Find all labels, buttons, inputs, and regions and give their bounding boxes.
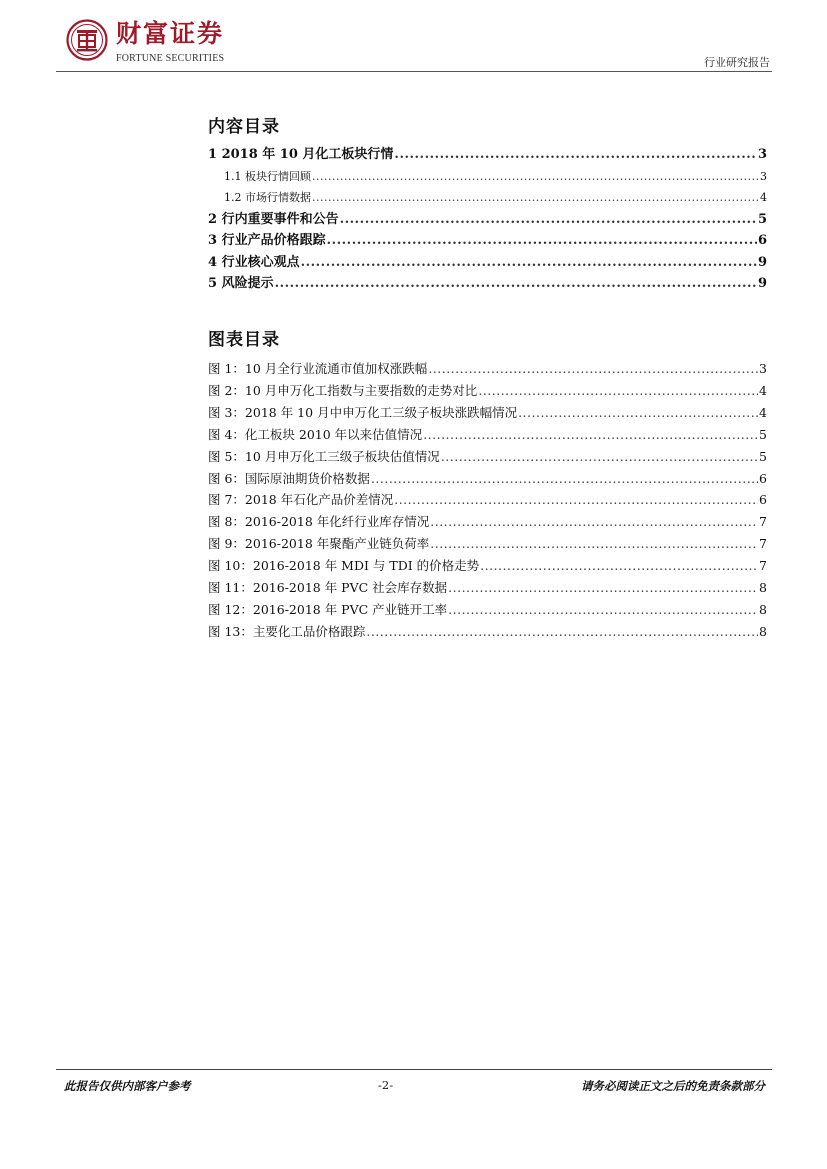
toc-entry-label: 4 行业核心观点 xyxy=(208,255,300,270)
figure-entry-page: 8 xyxy=(759,624,767,639)
leader-dots xyxy=(441,448,758,465)
figure-entry-label: 图 10：2016-2018 年 MDI 与 TDI 的价格走势 xyxy=(208,558,480,573)
figure-entry[interactable] xyxy=(208,448,767,465)
leader-dots xyxy=(312,189,759,206)
figure-entry-label: 图 12：2016-2018 年 PVC 产业链开工率 xyxy=(208,602,448,617)
figure-entry[interactable] xyxy=(208,557,767,574)
figure-entry-page: 4 xyxy=(759,383,767,398)
leader-dots xyxy=(448,579,758,596)
leader-dots xyxy=(366,623,758,640)
leader-dots xyxy=(480,557,758,574)
figure-entry-page: 7 xyxy=(759,536,767,551)
leader-dots xyxy=(518,404,758,421)
toc-entry[interactable] xyxy=(224,189,767,206)
toc-entry-page: 3 xyxy=(757,147,767,162)
figure-entry-label: 图 2：10 月申万化工指数与主要指数的走势对比 xyxy=(208,383,478,398)
toc-entry-page: 9 xyxy=(757,276,767,291)
figures-heading: 图表目录 xyxy=(208,330,280,350)
leader-dots xyxy=(448,601,758,618)
leader-dots xyxy=(423,426,758,443)
figure-entry[interactable] xyxy=(208,491,767,508)
toc-entry-label: 1.1 板块行情回顾 xyxy=(224,170,311,183)
toc-entry[interactable] xyxy=(208,146,767,163)
toc-entry-label: 5 风险提示 xyxy=(208,276,274,291)
page-number: -2- xyxy=(378,1078,394,1092)
figure-entry[interactable] xyxy=(208,601,767,618)
figure-entry-label: 图 9：2016-2018 年聚酯产业链负荷率 xyxy=(208,536,430,551)
leader-dots xyxy=(428,360,758,377)
toc-entry-label: 2 行内重要事件和公告 xyxy=(208,212,339,227)
toc-entry-page: 3 xyxy=(760,170,767,183)
figure-entry[interactable] xyxy=(208,404,767,421)
footer-divider xyxy=(56,1069,772,1070)
leader-dots xyxy=(340,211,757,228)
toc-entry-label: 1.2 市场行情数据 xyxy=(224,191,311,204)
seal-logo-icon xyxy=(66,19,108,61)
document-type-label: 行业研究报告 xyxy=(704,56,770,69)
figure-entry-label: 图 11：2016-2018 年 PVC 社会库存数据 xyxy=(208,580,448,595)
figure-entry[interactable] xyxy=(208,513,767,530)
figure-entry[interactable] xyxy=(208,535,767,552)
figure-entry-page: 8 xyxy=(759,602,767,617)
header-divider xyxy=(56,71,772,72)
figure-entry-page: 6 xyxy=(759,471,767,486)
figure-entry-page: 8 xyxy=(759,580,767,595)
figure-entry[interactable] xyxy=(208,470,767,487)
toc-entry-page: 6 xyxy=(757,233,767,248)
toc-entry-page: 9 xyxy=(757,255,767,270)
footer-disclaimer-left: 此报告仅供内部客户参考 xyxy=(64,1079,191,1093)
brand-name-en: FORTUNE SECURITIES xyxy=(116,53,225,64)
brand-logo xyxy=(62,16,242,68)
toc-entry[interactable] xyxy=(208,232,767,249)
leader-dots xyxy=(327,232,757,249)
figure-entry-page: 6 xyxy=(759,492,767,507)
leader-dots xyxy=(430,535,758,552)
toc-entry-label: 3 行业产品价格跟踪 xyxy=(208,233,326,248)
figure-entry[interactable] xyxy=(208,360,767,377)
leader-dots xyxy=(275,275,757,292)
toc-heading: 内容目录 xyxy=(208,117,280,137)
figure-entry-label: 图 4：化工板块 2010 年以来估值情况 xyxy=(208,427,423,442)
leader-dots xyxy=(301,254,757,271)
figure-entry-page: 7 xyxy=(759,558,767,573)
figure-entry-label: 图 1：10 月全行业流通市值加权涨跌幅 xyxy=(208,361,428,376)
figure-entry-page: 5 xyxy=(759,427,767,442)
figure-entry-label: 图 5：10 月申万化工三级子板块估值情况 xyxy=(208,449,440,464)
figure-entry-page: 4 xyxy=(759,405,767,420)
figure-entry[interactable] xyxy=(208,579,767,596)
figure-entry-label: 图 6：国际原油期货价格数据 xyxy=(208,471,370,486)
toc-entry[interactable] xyxy=(208,275,767,292)
figure-entry[interactable] xyxy=(208,426,767,443)
figure-entry-label: 图 3：2018 年 10 月中申万化工三级子板块涨跌幅情况 xyxy=(208,405,518,420)
toc-entry-page: 4 xyxy=(760,191,767,204)
figure-entry[interactable] xyxy=(208,382,767,399)
leader-dots xyxy=(430,513,758,530)
toc-entry[interactable] xyxy=(208,211,767,228)
brand-name-cn: 财富证券 xyxy=(116,19,225,48)
figure-entry[interactable] xyxy=(208,623,767,640)
figure-entry-label: 图 13：主要化工品价格跟踪 xyxy=(208,624,366,639)
toc-entry[interactable] xyxy=(208,254,767,271)
toc-entry-page: 5 xyxy=(757,212,767,227)
figure-entry-page: 3 xyxy=(759,361,767,376)
leader-dots xyxy=(394,146,757,163)
figure-entry-label: 图 7：2018 年石化产品价差情况 xyxy=(208,492,394,507)
figure-entry-page: 7 xyxy=(759,514,767,529)
footer-disclaimer-right: 请务必阅读正文之后的免责条款部分 xyxy=(581,1079,765,1093)
leader-dots xyxy=(478,382,758,399)
toc-entry[interactable] xyxy=(224,168,767,185)
page-header xyxy=(62,16,772,71)
leader-dots xyxy=(371,470,758,487)
leader-dots xyxy=(312,168,759,185)
toc-entry-label: 1 2018 年 10 月化工板块行情 xyxy=(208,147,394,162)
leader-dots xyxy=(394,491,758,508)
figure-entry-label: 图 8：2016-2018 年化纤行业库存情况 xyxy=(208,514,430,529)
figure-entry-page: 5 xyxy=(759,449,767,464)
